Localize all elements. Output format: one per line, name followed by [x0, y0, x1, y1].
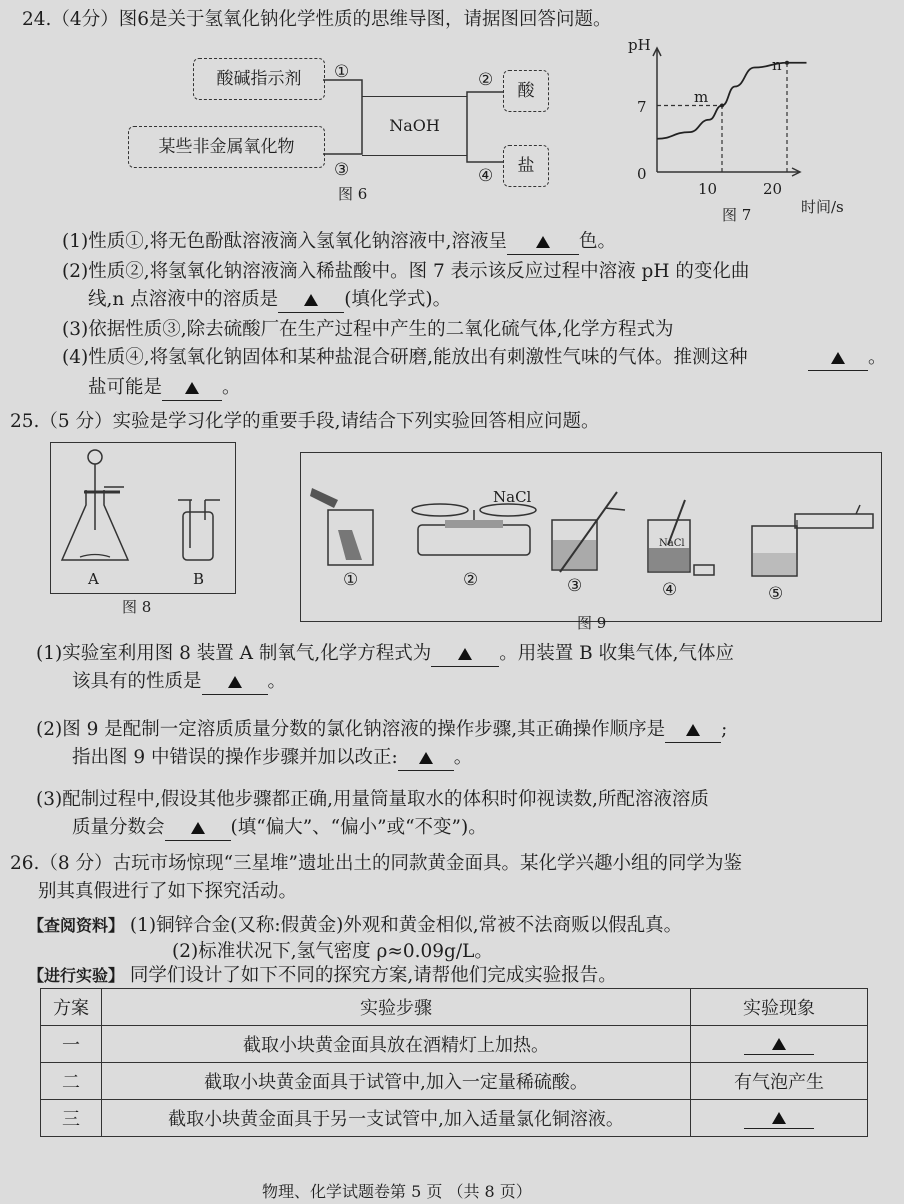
fig6-label-3: ③	[334, 160, 350, 180]
answer-marker-icon	[458, 648, 472, 660]
fig6-label-2: ②	[478, 70, 494, 90]
q25-part2b-text: 指出图 9 中错误的操作步骤并加以改正:	[72, 747, 398, 768]
q25-answer-blank-3[interactable]	[665, 718, 721, 743]
q26-answer-blank-2[interactable]	[744, 1107, 814, 1129]
q24-part3: (3)依据性质③,除去硫酸厂在生产过程中产生的二氧化硫气体,化学方程式为	[62, 319, 674, 340]
q24-part1-text: (1)性质①,将无色酚酞溶液滴入氢氧化钠溶液中,溶液呈	[62, 231, 507, 252]
table-cell-result: 有气泡产生	[691, 1063, 868, 1100]
q25-title: 25.（5 分）实验是学习化学的重要手段,请结合下列实验回答相应问题。	[10, 411, 600, 432]
q24-part2b-end: (填化学式)。	[344, 289, 452, 310]
q25-part2b-end: 。	[453, 747, 473, 768]
q25-part1c	[72, 670, 286, 695]
q25-answer-blank-1[interactable]	[431, 642, 499, 667]
q26-exp-line	[28, 964, 617, 988]
q26-exp-tag: 【进行实验】	[28, 966, 125, 985]
q26-exp-text: 同学们设计了如下不同的探究方案,请帮他们完成实验报告。	[129, 965, 617, 986]
table-header-plan: 方案	[41, 989, 102, 1026]
page-footer: 物理、化学试题卷第 5 页 （共 8 页）	[262, 1182, 532, 1201]
q24-part4b-end: 。	[222, 377, 241, 398]
q26-answer-blank-1[interactable]	[744, 1033, 814, 1055]
fig6-salt-box: 盐	[503, 145, 549, 187]
fig7-xlabel: 时间/s	[801, 198, 844, 216]
answer-marker-icon	[686, 724, 700, 736]
table-header-row	[41, 989, 868, 1026]
fig7-xtick-10: 10	[698, 180, 718, 198]
q26-title-line2: 别其真假进行了如下探究活动。	[38, 881, 298, 902]
fig7-point-m: m	[694, 88, 709, 106]
q24-part4b-text: 盐可能是	[88, 377, 163, 398]
fig6-label-1: ①	[334, 62, 350, 82]
fig9-nacl-balance: NaCl	[493, 488, 532, 506]
q25-part3a: (3)配制过程中,假设其他步骤都正确,用量筒量取水的体积时仰视读数,所配溶液溶质	[36, 789, 709, 810]
table-cell-result-blank[interactable]	[691, 1100, 868, 1137]
table-cell-plan: 二	[41, 1063, 102, 1100]
q24-part2a: (2)性质②,将氢氧化钠溶液滴入稀盐酸中。图 7 表示该反应过程中溶液 pH 的变化曲	[62, 261, 750, 282]
fig7-origin: 0	[637, 165, 647, 183]
answer-marker-icon	[772, 1112, 786, 1124]
q25-part3b-text: 质量分数会	[72, 817, 165, 838]
q25-part1a	[36, 642, 734, 667]
q25-answer-blank-4[interactable]	[398, 746, 454, 771]
answer-marker-icon	[191, 822, 205, 834]
q26-ref1: (1)铜锌合金(又称:假黄金)外观和黄金相似,常被不法商贩以假乱真。	[129, 915, 683, 936]
table-row	[41, 1026, 868, 1063]
fig6-caption: 图 6	[338, 185, 368, 203]
q25-part1-mid: 。用装置 B 收集气体,气体应	[499, 643, 734, 664]
fig7-ytick-7: 7	[637, 98, 647, 116]
fig7-caption: 图 7	[722, 206, 752, 224]
fig7-ylabel: pH	[628, 36, 651, 54]
q24-part3-end: 。	[868, 347, 887, 368]
table-cell-step: 截取小块黄金面具放在酒精灯上加热。	[102, 1026, 691, 1063]
q25-part1c-text: 该具有的性质是	[72, 671, 202, 692]
q25-part2a-end: ;	[721, 719, 728, 740]
q25-part3b	[72, 816, 487, 841]
q25-part2a-text: (2)图 9 是配制一定溶质质量分数的氯化钠溶液的操作步骤,其正确操作顺序是	[36, 719, 666, 740]
q24-part2b-text: 线,n 点溶液中的溶质是	[88, 289, 279, 310]
q24-part4-text: (4)性质④,将氢氧化钠固体和某种盐混合研磨,能放出有刺激性气味的气体。推测这种	[62, 347, 748, 368]
q26-ref2: (2)标准状况下,氢气密度 ρ≈0.09g/L。	[172, 941, 493, 962]
table-cell-step: 截取小块黄金面具于试管中,加入一定量稀硫酸。	[102, 1063, 691, 1100]
q26-report-table	[40, 988, 868, 1137]
table-cell-plan: 一	[41, 1026, 102, 1063]
fig9-step-2: ②	[463, 570, 479, 590]
fig8-label-b: B	[193, 570, 205, 588]
q25-part1-text: (1)实验室利用图 8 装置 A 制氧气,化学方程式为	[36, 643, 432, 664]
answer-marker-icon	[228, 676, 242, 688]
fig6-indicator-box: 酸碱指示剂	[193, 58, 325, 100]
fig9-step-4: ④	[662, 580, 678, 600]
table-cell-plan: 三	[41, 1100, 102, 1137]
fig8-label-a: A	[88, 570, 99, 588]
table-cell-step: 截取小块黄金面具于另一支试管中,加入适量氯化铜溶液。	[102, 1100, 691, 1137]
q25-part2a	[36, 718, 727, 743]
q24-part1-end: 色。	[578, 231, 616, 252]
q26-ref-line1	[28, 914, 682, 938]
table-header-observation: 实验现象	[691, 989, 868, 1026]
fig6-label-4: ④	[478, 166, 494, 186]
fig7-point-n: n	[772, 56, 782, 74]
fig9-step-3: ③	[567, 576, 583, 596]
q25-answer-blank-2[interactable]	[202, 670, 268, 695]
fig9-caption: 图 9	[577, 614, 607, 632]
fig6-oxide-box: 某些非金属氧化物	[128, 126, 325, 168]
fig9-step-5: ⑤	[768, 584, 784, 604]
fig6-acid-box: 酸	[503, 70, 549, 112]
q26-title: 26.（8 分）古玩市场惊现“三星堆”遗址出土的同款黄金面具。某化学兴趣小组的同学为鉴	[10, 853, 742, 874]
table-header-steps: 实验步骤	[102, 989, 691, 1026]
fig7-xtick-20: 20	[763, 180, 783, 198]
table-row	[41, 1100, 868, 1137]
q25-part1c-end: 。	[267, 671, 287, 692]
fig6-naoh-node: NaOH	[362, 96, 467, 156]
answer-marker-icon	[772, 1038, 786, 1050]
q25-answer-blank-5[interactable]	[165, 816, 231, 841]
fig9-step-1: ①	[343, 570, 359, 590]
table-cell-result-blank[interactable]	[691, 1026, 868, 1063]
fig8-caption: 图 8	[122, 598, 152, 616]
fig9-nacl-beaker: NaCl	[659, 538, 685, 549]
table-row	[41, 1063, 868, 1100]
q25-part2b	[72, 746, 472, 771]
answer-marker-icon	[419, 752, 433, 764]
q24-title: 24.（4分）图6是关于氢氧化钠化学性质的思维导图，请据图回答问题。	[22, 9, 612, 30]
q25-part3b-end: (填“偏大”、“偏小”或“不变”)。	[230, 817, 487, 838]
q26-ref-tag: 【查阅资料】	[28, 916, 125, 935]
